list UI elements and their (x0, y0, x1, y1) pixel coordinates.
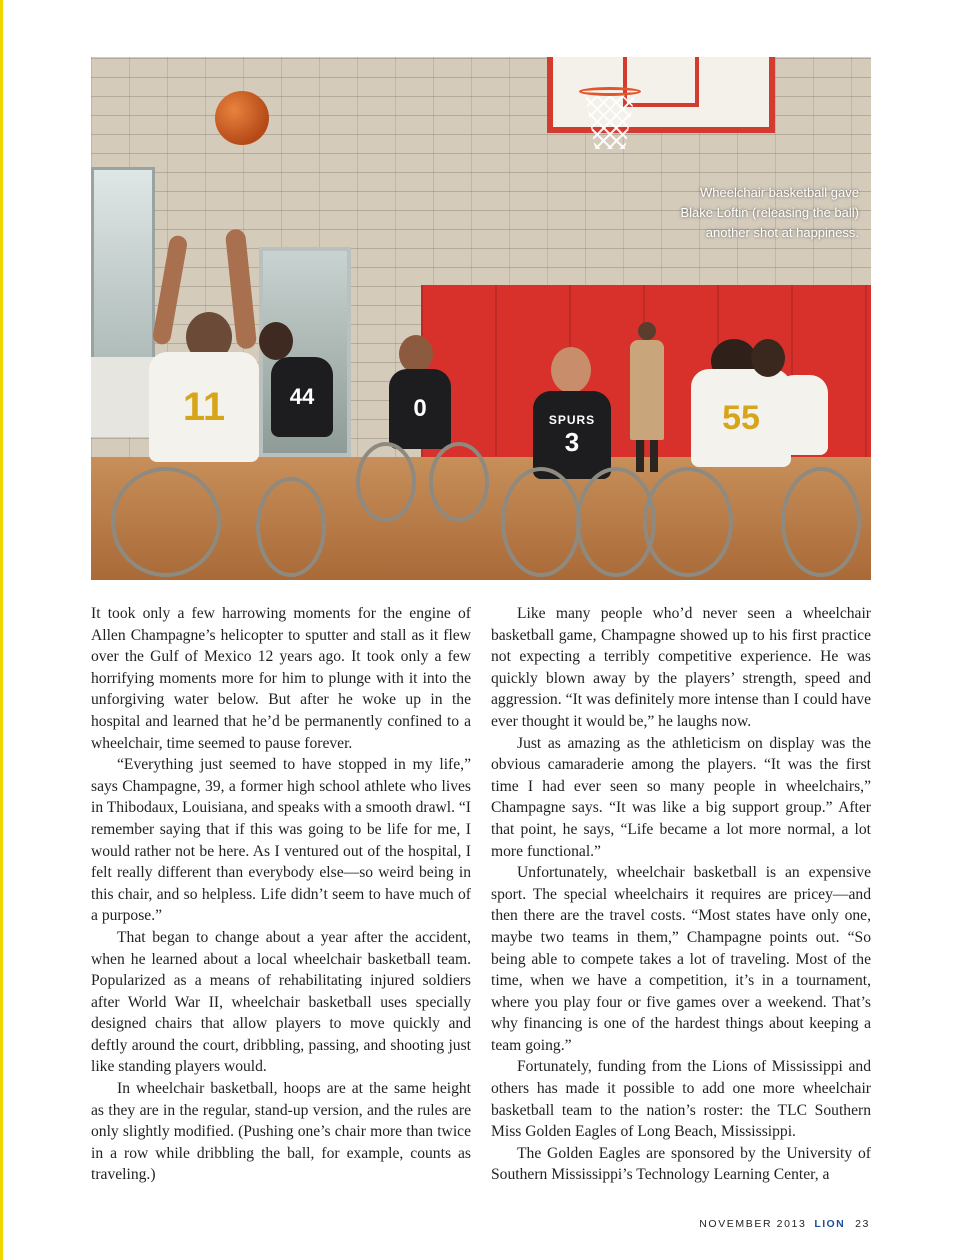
page-footer (699, 1218, 870, 1230)
wheelchair-wheel (356, 442, 416, 522)
wheelchair-wheel (643, 467, 733, 577)
article-paragraph: The Golden Eagles are sponsored by the University of Southern Mississippi’s Technology Learning Center, a (491, 1144, 871, 1184)
player-head (551, 347, 591, 393)
photographer-figure (626, 322, 668, 472)
wheelchair-wheel (111, 467, 221, 577)
basketball-icon (215, 91, 269, 145)
jersey-number-0: 0 (389, 369, 451, 449)
caption-line: Blake Loftin (releasing the ball) (680, 205, 859, 220)
issue-date: NOVEMBER 2013 (699, 1218, 807, 1230)
wheelchair-wheel (256, 477, 326, 577)
jersey-number-3: 3 (564, 426, 580, 457)
wheelchair-wheel (781, 467, 861, 577)
article-paragraph: “Everything just seemed to have stopped in my life,” says Champagne, 39, a former high school athlete who lives in Thibodaux, Louisiana, and speaks with a smooth drawl. “I remember saying that if this was going to be life for me, I would rather not be here. As I ventured out of the hospital, I felt really different than everybody else—so weird being in this chair, and so helpless. Life didn’t seem to have much of a purpose.” (91, 756, 471, 925)
photo-caption (599, 183, 859, 243)
jersey-number-55: 55 (691, 369, 791, 467)
article-paragraph: Like many people who’d never seen a wheelchair basketball game, Champagne showed up to his first practice not expecting a terribly competitive experience. He was quickly blown away by the players’ strength, speed and aggression. “It was definitely more intense than I could have ever thought it would be,” he laughs now. (491, 605, 871, 730)
jersey-number-44: 44 (271, 357, 333, 437)
article-column-left (91, 603, 471, 1186)
jersey-number-11: 11 (149, 352, 259, 462)
gym-window (91, 167, 155, 367)
article-paragraph: Just as amazing as the athleticism on display was the obvious camaraderie among the players. “It was the first time I had ever seen so many people in wheelchairs,” Champagne says. “It was like a big support group.” After that point, he says, “Life became a lot more normal, a lot more functional.” (491, 734, 871, 860)
article-photo (91, 57, 871, 580)
article-paragraph: That began to change about a year after the accident, when he learned about a local wheelchair basketball team. Popularized as a means of rehabilitating injured soldiers after World War II, wheelchair basketball uses specially designed chairs that allow players to move quickly and deftly around the court, dribbling, passing, and shooting just like standing players would. (91, 928, 471, 1076)
player-head (399, 335, 433, 373)
wheelchair-wheel (429, 442, 489, 522)
article-paragraph: Fortunately, funding from the Lions of Mississippi and others has made it possible to add one more wheelchair basketball team to the nation’s roster: the TLC Southern Miss Golden Eagles of Long Beach, Mississippi. (491, 1058, 871, 1141)
article-paragraph: It took only a few harrowing moments for the engine of Allen Champagne’s helicopter to sputter and stall as it flew over the Gulf of Mexico 12 years ago. It took only a few horrifying moments more for him to plunge with it into the unforgiving water below. But after he woke up in the hospital and learned that he’d be permanently confined to a wheelchair, time seemed to pause forever. (91, 605, 471, 752)
basketball-rim (579, 87, 641, 96)
article-paragraph: Unfortunately, wheelchair basketball is an expensive sport. The special wheelchairs it requires are pricey—and then there are the travel costs. “Most states have only one, maybe two teams in them,” Champagne points out. “So being able to compete takes a lot of traveling. Most of the time, when we have a competition, it’s in a tournament, where you play four or five games over a weekend. That’s why financing is one of the hardest things about keeping a team going.” (491, 864, 871, 1054)
page-edge-tab (0, 0, 3, 1260)
article-column-right (491, 603, 871, 1186)
jersey-team-text: SPURS (548, 412, 596, 427)
backboard (547, 57, 775, 133)
caption-line: Wheelchair basketball gave (700, 185, 859, 200)
player-head (259, 322, 293, 360)
jersey-spurs (533, 391, 611, 479)
wheelchair-wheel (501, 467, 581, 577)
player-head (751, 339, 785, 377)
caption-line: another shot at happiness. (705, 225, 859, 240)
article-paragraph: In wheelchair basketball, hoops are at the same height as they are in the regular, stand-up version, and the rules are only slightly modified. (Pushing one’s chair more than twice in a row while dribbling the ball, for example, counts as traveling.) (91, 1080, 471, 1184)
jersey (776, 375, 828, 455)
magazine-name: LION (814, 1218, 846, 1230)
page-number: 23 (855, 1218, 870, 1230)
